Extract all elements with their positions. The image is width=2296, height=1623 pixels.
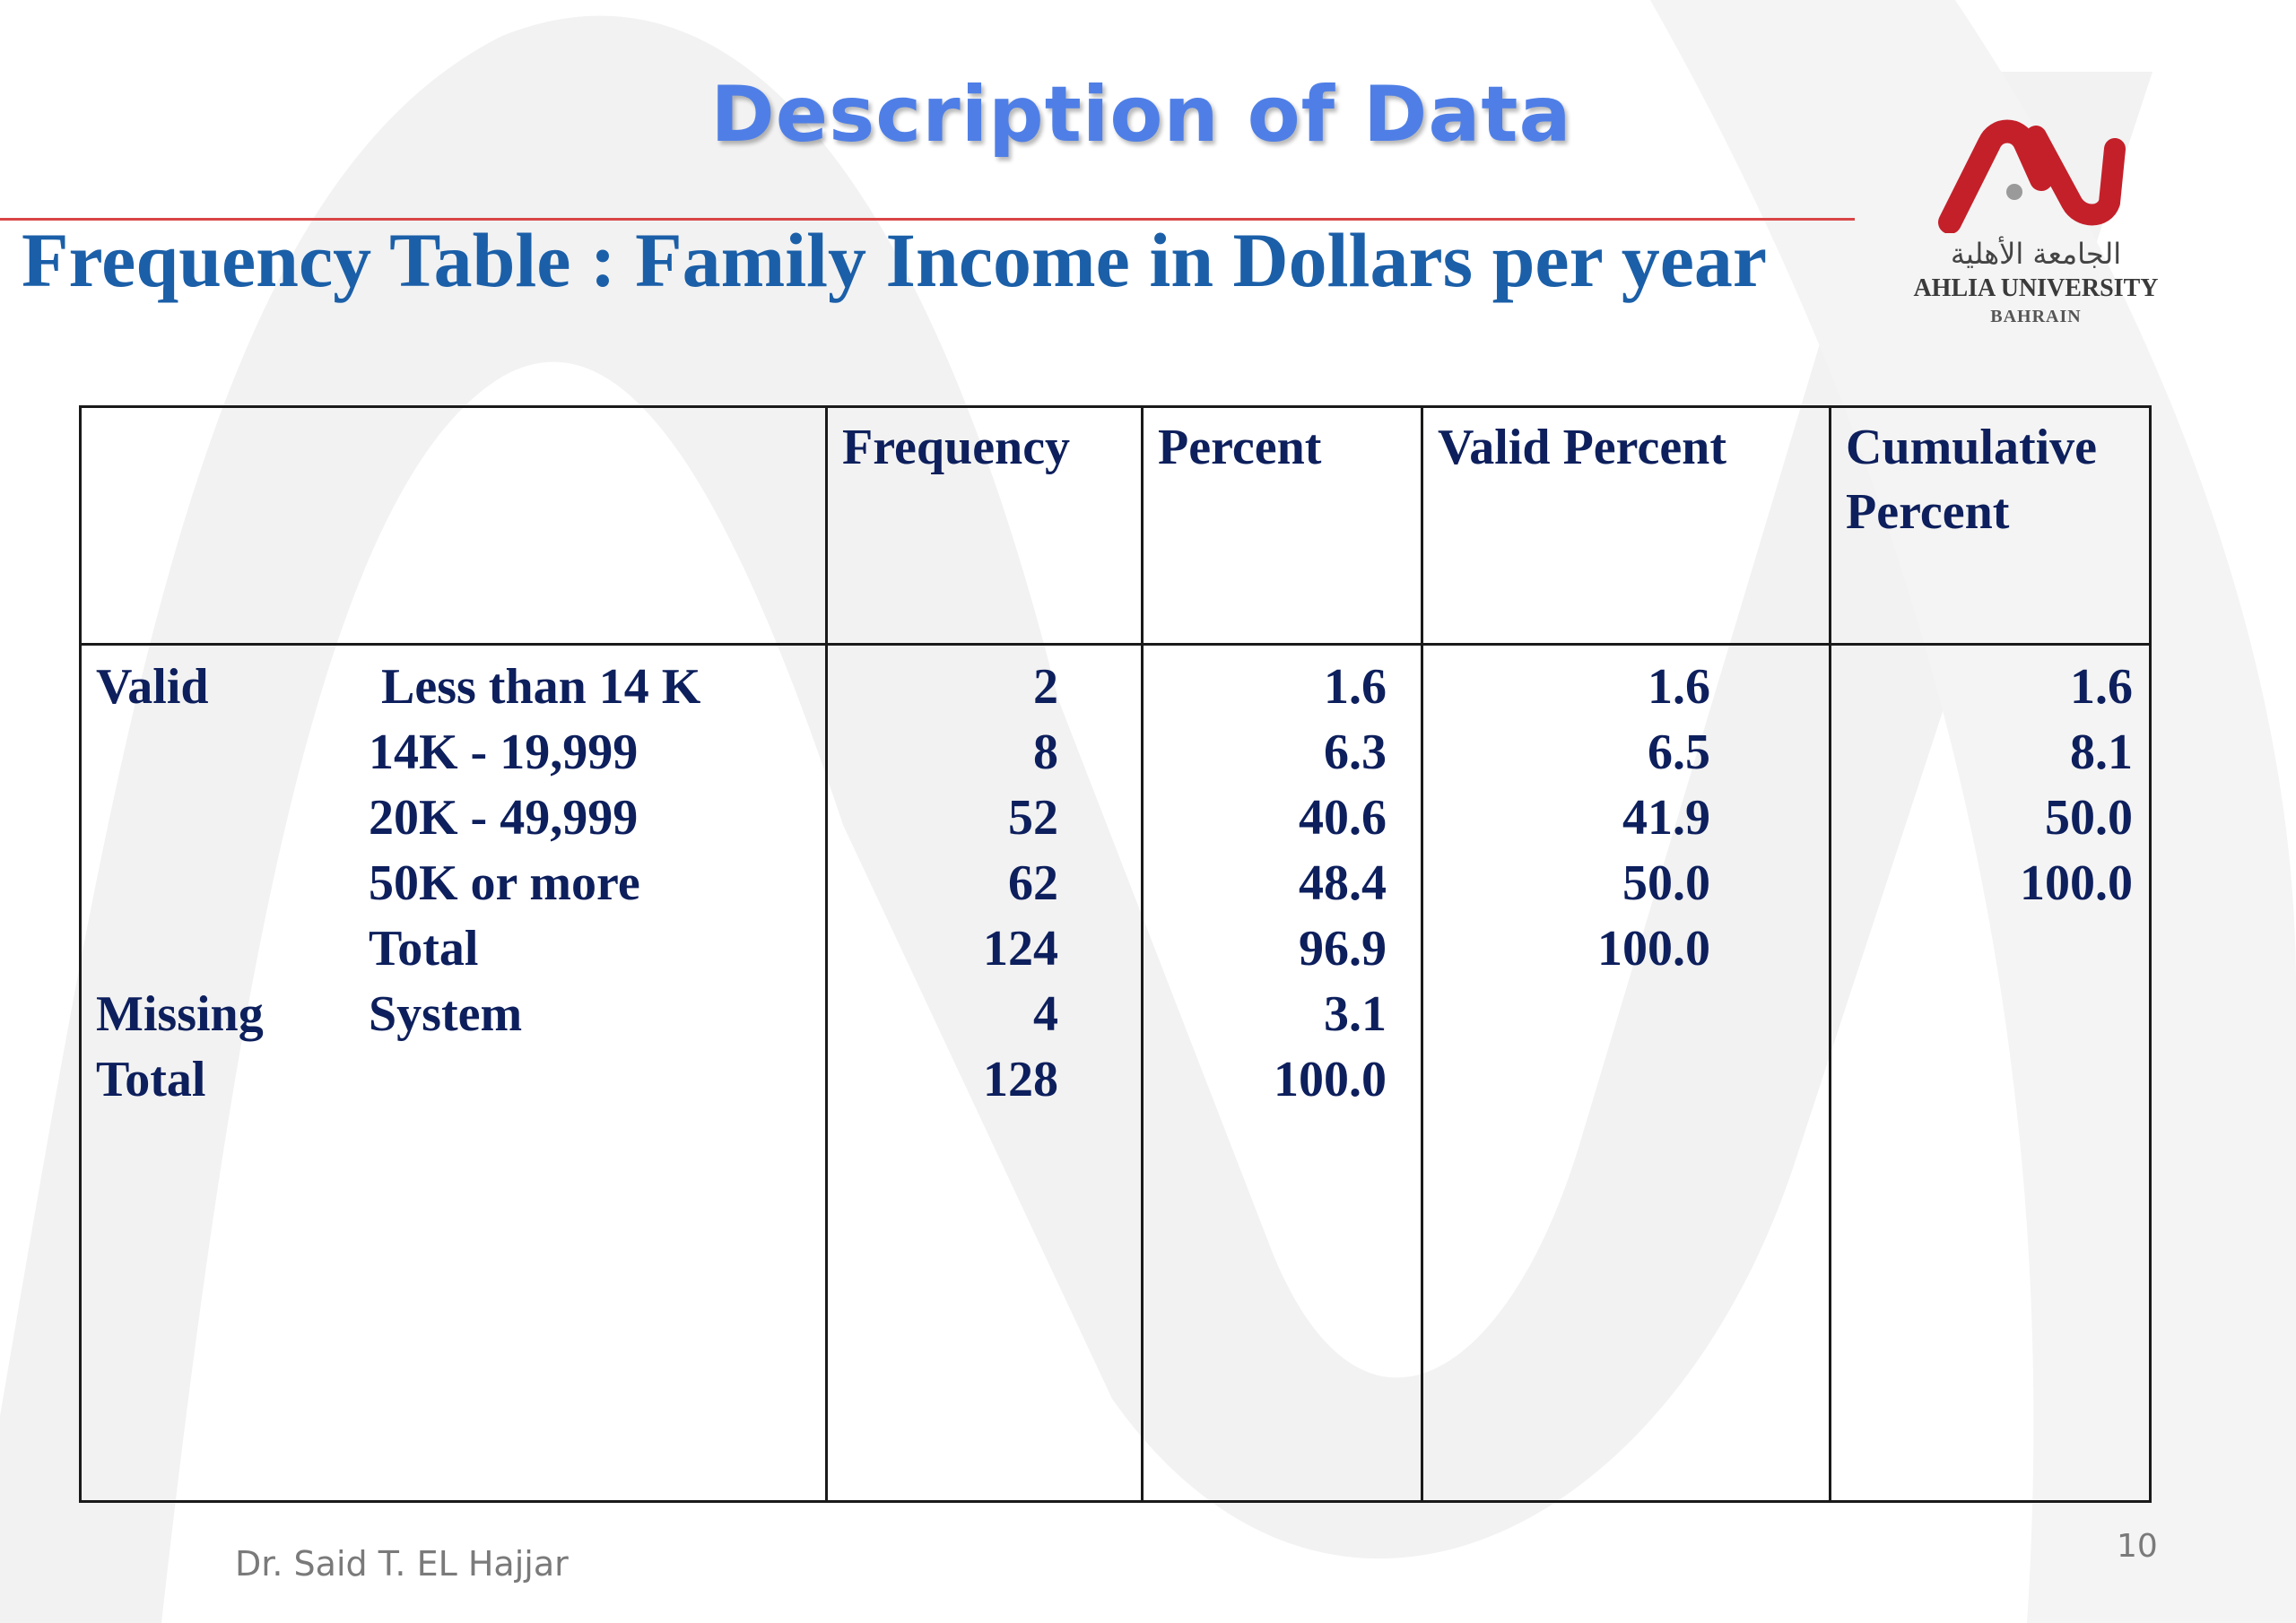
header-percent: Percent <box>1143 407 1422 645</box>
group-label: Total <box>96 1052 206 1107</box>
logo-english-name: AHLIA UNIVERSITY <box>1913 274 2159 302</box>
valid-percent-cell <box>1423 1047 1710 1113</box>
table-body-row <box>81 645 2151 1502</box>
cumulative-percent-cell <box>1831 982 2133 1047</box>
logo-location: BAHRAIN <box>1990 307 2082 326</box>
table-row <box>82 785 825 851</box>
frequency-table <box>79 405 2152 1503</box>
table-row <box>82 1047 825 1113</box>
cumulative-percent-cell <box>1831 1047 2133 1113</box>
cumulative-percent-cell: 50.0 <box>2045 790 2133 846</box>
valid-percent-cell: 41.9 <box>1622 790 1710 846</box>
cumulative-percent-cell: 8.1 <box>2070 725 2133 780</box>
group-label: Valid <box>96 659 209 715</box>
frequency-cell: 62 <box>1008 855 1058 911</box>
table-heading: Frequency Table : Family Income in Dollars per year <box>22 217 1768 303</box>
slide-title: Description of Data <box>710 70 1572 160</box>
frequency-cell: 124 <box>983 921 1058 976</box>
table-row <box>82 720 825 785</box>
header-blank <box>81 407 827 645</box>
table-header-row <box>81 407 2151 645</box>
category-label: Total <box>369 921 479 976</box>
page-number: 10 <box>2117 1528 2158 1565</box>
header-cumulative-percent: Cumulative Percent <box>1831 407 2151 645</box>
header-frequency: Frequency <box>827 407 1143 645</box>
percent-cell: 3.1 <box>1324 986 1387 1042</box>
category-label: 14K - 19,999 <box>369 725 639 780</box>
row-labels-column <box>81 645 827 1502</box>
ahlia-logo-mark-icon <box>1901 117 2170 233</box>
table-row <box>82 982 825 1047</box>
valid-percent-cell: 6.5 <box>1648 725 1710 780</box>
percent-cell: 100.0 <box>1274 1052 1387 1107</box>
category-label: Less than 14 K <box>381 659 701 715</box>
valid-percent-cell: 1.6 <box>1648 659 1710 715</box>
frequency-cell: 128 <box>983 1052 1058 1107</box>
frequency-cell: 2 <box>1033 659 1058 715</box>
table-row <box>82 851 825 916</box>
valid-percent-cell <box>1423 982 1710 1047</box>
percent-cell: 6.3 <box>1324 725 1387 780</box>
university-logo <box>1901 117 2170 332</box>
valid-percent-cell: 50.0 <box>1622 855 1710 911</box>
cumulative-percent-cell <box>1831 916 2133 982</box>
cumulative-percent-cell: 1.6 <box>2070 659 2133 715</box>
group-label: Missing <box>96 986 264 1042</box>
frequency-column <box>827 645 1143 1502</box>
category-label: 50K or more <box>369 855 640 911</box>
valid-percent-cell: 100.0 <box>1597 921 1710 976</box>
header-valid-percent: Valid Percent <box>1422 407 1831 645</box>
percent-cell: 40.6 <box>1299 790 1387 846</box>
category-label: System <box>369 986 523 1042</box>
table-row <box>82 916 825 982</box>
frequency-cell: 8 <box>1033 725 1058 780</box>
frequency-cell: 52 <box>1008 790 1058 846</box>
cumulative-percent-column <box>1831 645 2151 1502</box>
category-label: 20K - 49,999 <box>369 790 639 846</box>
valid-percent-column <box>1422 645 1831 1502</box>
cumulative-percent-cell: 100.0 <box>2020 855 2133 911</box>
percent-cell: 1.6 <box>1324 659 1387 715</box>
percent-column <box>1143 645 1422 1502</box>
percent-cell: 96.9 <box>1299 921 1387 976</box>
frequency-cell: 4 <box>1033 986 1058 1042</box>
table-row <box>82 655 825 720</box>
footer-author: Dr. Said T. EL Hajjar <box>235 1544 569 1584</box>
logo-arabic-name: الجامعة الأهلية <box>1950 237 2122 271</box>
percent-cell: 48.4 <box>1299 855 1387 911</box>
